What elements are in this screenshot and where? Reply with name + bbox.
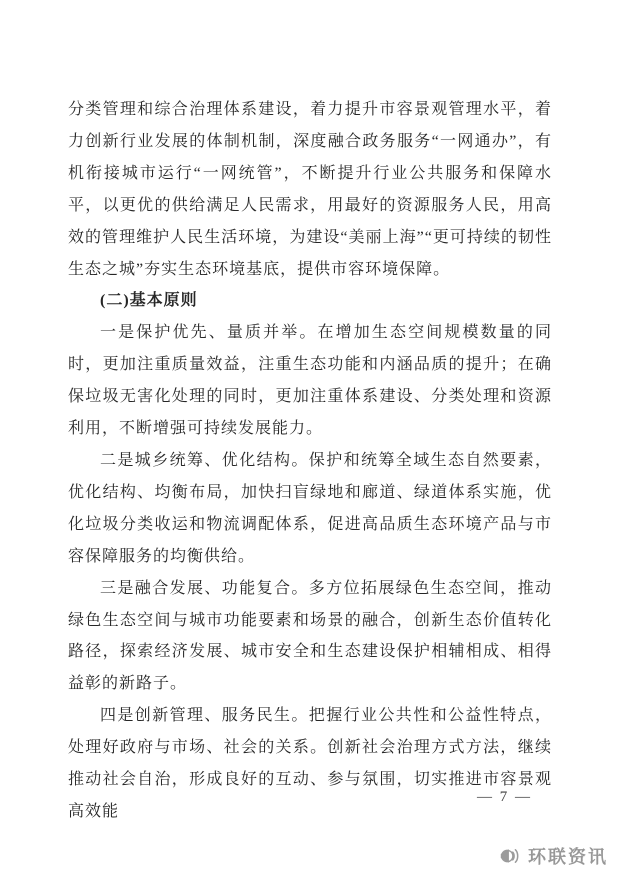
watermark (497, 843, 608, 869)
body-paragraph: 二是城乡统筹、优化结构。保护和统筹全域生态自然要素，优化结构、均衡布局，加快扫盲绿地和廊道、绿道体系实施，优化垃圾分类收运和物流调配体系，促进高品质生态环境产品与市容保障服务的均衡供给。 (68, 451, 552, 565)
body-paragraph: 三是融合发展、功能复合。多方位拓展绿色生态空间，推动绿色生态空间与城市功能要素和场景的融合，创新生态价值转化路径，探索经济发展、城市安全和生态建设保护相辅相成、相得益彰的新路子。 (68, 579, 552, 693)
body-text-block (68, 94, 552, 828)
body-paragraph: 四是创新管理、服务民生。把握行业公共性和公益性特点，处理好政府与市场、社会的关系。创新社会治理方式方法，继续推动社会自治，形成良好的互动、参与氛围，切实推进市容景观高效能 (68, 707, 552, 820)
megaphone-icon (497, 843, 523, 869)
body-paragraph: 一是保护优先、量质并举。在增加生态空间规模数量的同时，更加注重质量效益，注重生态功能和内涵品质的提升；在确保垃圾无害化处理的同时，更加注重体系建设、分类处理和资源利用，不断增强可持续发展能力。 (68, 324, 552, 438)
body-paragraph: 分类管理和综合治理体系建设，着力提升市容景观管理水平，着力创新行业发展的体制机制，深度融合政务服务“一网通办”，有机衔接城市运行“一网统管”，不断提升行业公共服务和保障水平，以更优的供给满足人民需求，用最好的资源服务人民，用高效的管理维护人民生活环境，为建设“美丽上海”“更可持续的韧性生态之城”夯实生态环境基底，提供市容环境保障。 (68, 101, 552, 278)
watermark-label: 环联资讯 (528, 847, 608, 867)
section-heading: (二)基本原则 (100, 292, 198, 310)
page-number: — 7 — (477, 789, 532, 805)
